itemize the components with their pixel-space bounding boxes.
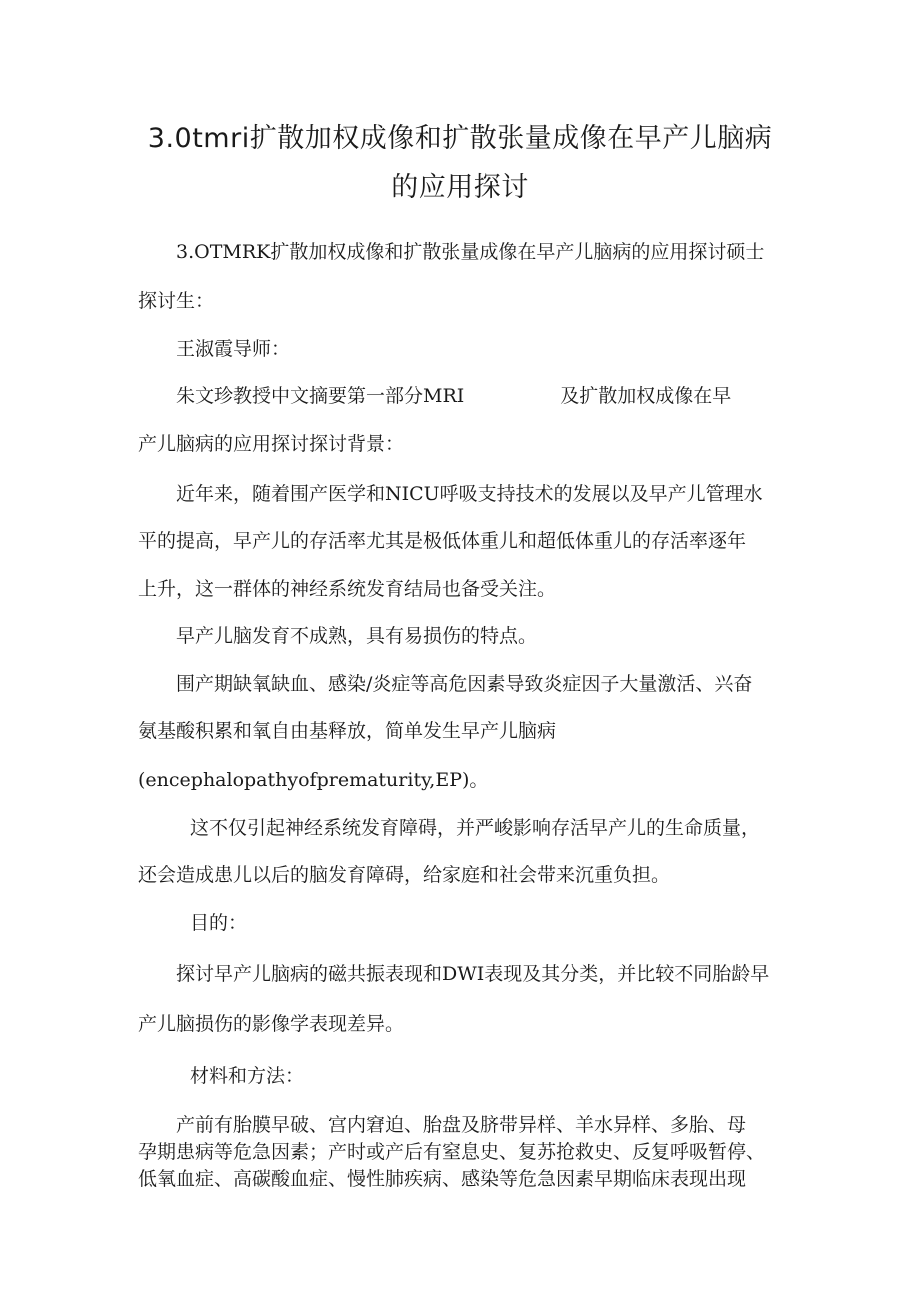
paragraph-line: 产前有胎膜早破、宫内窘迫、胎盘及脐带异样、羊水异样、多胎、母 [176, 1114, 747, 1136]
document-title-line-2: 的应用探讨 [391, 172, 529, 203]
document-title-line-1: 3.0tmri扩散加权成像和扩散张量成像在早产儿脑病 [147, 123, 773, 154]
paragraph-line: (encephalopathyofprematurity,EP)。 [138, 769, 489, 791]
paragraph-line: 孕期患病等危急因素；产时或产后有窒息史、复苏抢救史、反复呼吸暂停、 [138, 1141, 766, 1163]
section-heading: 材料和方法： [190, 1065, 305, 1087]
paragraph-line: 探讨生： [138, 290, 215, 312]
paragraph-line: 上升，这一群体的神经系统发育结局也备受关注。 [138, 578, 557, 600]
paragraph-segment: 及扩散加权成像在早 [560, 385, 732, 407]
paragraph-line: 探讨早产儿脑病的磁共振表现和DWI表现及其分类，并比较不同胎龄早 [176, 963, 770, 985]
paragraph-line: 低氧血症、高碳酸血症、慢性肺疾病、感染等危急因素早期临床表现出现 [138, 1168, 747, 1190]
paragraph-line: 王淑霞导师： [176, 338, 291, 360]
paragraph-line: 产儿脑病的应用探讨探讨背景： [138, 433, 405, 455]
paragraph-line: 围产期缺氧缺血、感染/炎症等高危因素导致炎症因子大量激活、兴奋 [176, 673, 753, 695]
paragraph-line: 近年来，随着围产医学和NICU呼吸支持技术的发展以及早产儿管理水 [176, 483, 763, 505]
section-heading: 目的： [190, 912, 248, 934]
paragraph-line: 早产儿脑发育不成熟，具有易损伤的特点。 [176, 625, 538, 647]
paragraph-line: 这不仅引起神经系统发育障碍，并严峻影响存活早产儿的生命质量， [190, 817, 761, 839]
paragraph-line: 3.OTMRK扩散加权成像和扩散张量成像在早产儿脑病的应用探讨硕士 [176, 241, 765, 263]
paragraph-line: 氨基酸积累和氧自由基释放，简单发生早产儿脑病 [138, 720, 557, 742]
paragraph-line: 平的提高，早产儿的存活率尤其是极低体重儿和超低体重儿的存活率逐年 [138, 530, 747, 552]
paragraph-line: 产儿脑损伤的影像学表现差异。 [138, 1013, 405, 1035]
paragraph-segment: 朱文珍教授中文摘要第一部分MRI [176, 385, 465, 407]
paragraph-line: 还会造成患儿以后的脑发育障碍，给家庭和社会带来沉重负担。 [138, 864, 671, 886]
paragraph-line [176, 383, 731, 409]
